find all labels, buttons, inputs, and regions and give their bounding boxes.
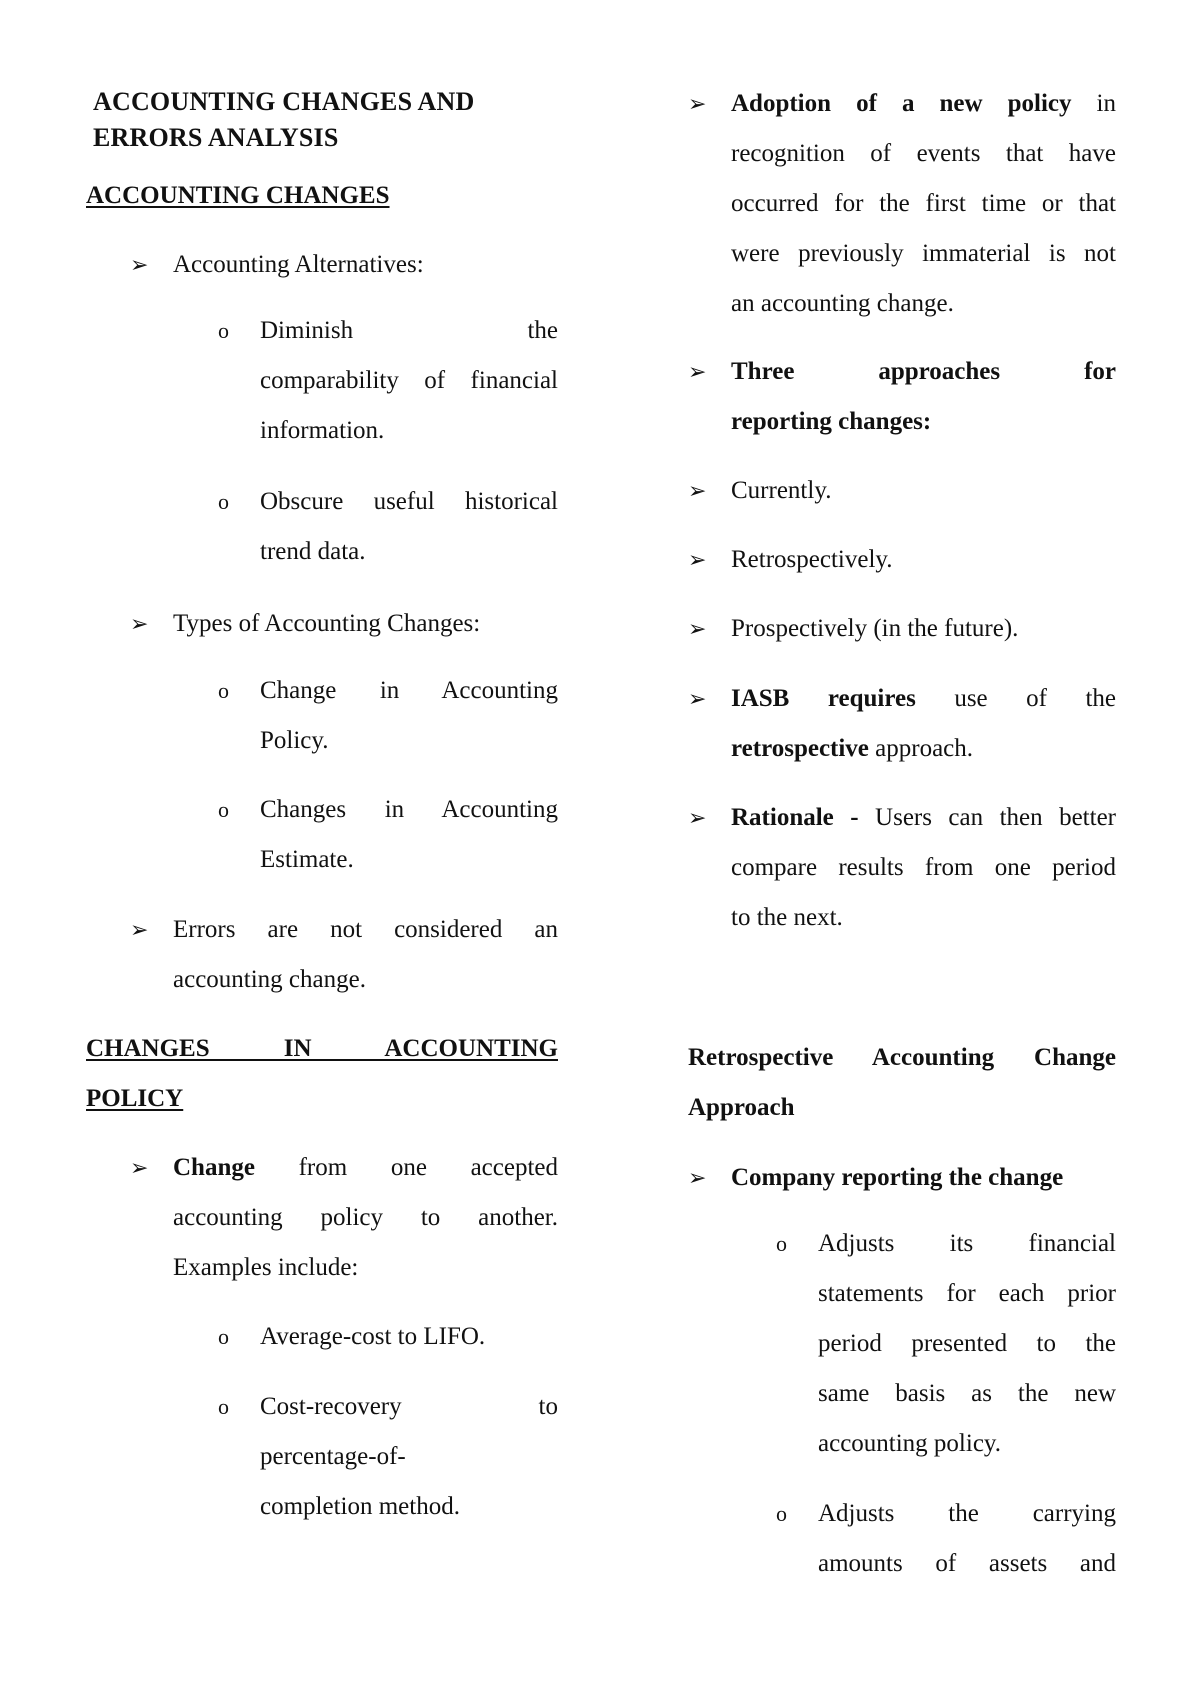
text-line: Examples include:: [173, 1254, 359, 1281]
bold-term: Adoption of a new policy: [731, 90, 1072, 117]
text-line: Changes in Accounting: [260, 796, 558, 823]
text-line: reporting changes:: [731, 408, 932, 435]
circle-bullet-icon: o: [776, 1501, 787, 1526]
text-line: statements for each prior: [818, 1280, 1116, 1307]
arrow-bullet-icon: ➢: [688, 91, 707, 116]
text-line: [731, 793, 1116, 843]
circle-bullet-icon: o: [776, 1231, 787, 1256]
text-line: amounts of assets and: [818, 1550, 1116, 1577]
text-line: Obscure useful historical: [260, 488, 558, 515]
text-line: Policy.: [260, 727, 329, 754]
text-line: Adjusts the carrying: [818, 1500, 1116, 1527]
text-line: comparability of financial: [260, 367, 558, 394]
text-line: an accounting change.: [731, 290, 954, 317]
arrow-bullet-icon: ➢: [688, 686, 707, 711]
sub-bullet-change-policy: [260, 666, 558, 766]
arrow-bullet-icon: ➢: [130, 252, 149, 277]
circle-bullet-icon: o: [218, 1394, 229, 1419]
section-heading-changes-in-policy: [86, 1024, 558, 1124]
bullet-change-policy: [173, 1143, 558, 1293]
title-line-1: ACCOUNTING CHANGES AND: [93, 87, 475, 116]
text-line: accounting policy to another.: [173, 1204, 558, 1231]
text-line: Estimate.: [260, 846, 354, 873]
text-fragment: from one accepted: [298, 1154, 558, 1181]
bullet-iasb-requires: [731, 674, 1116, 774]
bullet-adoption-new-policy: [731, 79, 1116, 329]
sub-bullet-adjusts-carrying-amounts: [818, 1489, 1116, 1589]
text-fragment: Users can then better: [875, 804, 1116, 831]
bullet-company-reporting: Company reporting the change: [731, 1164, 1064, 1191]
text-line: Adjusts its financial: [818, 1230, 1116, 1257]
sub-bullet-adjusts-statements: [818, 1219, 1116, 1469]
heading-line: POLICY: [86, 1085, 184, 1112]
arrow-bullet-icon: ➢: [130, 611, 149, 636]
text-line: [731, 79, 1116, 129]
text-line: Three approaches for: [731, 358, 1116, 385]
sub-bullet-average-cost: Average-cost to LIFO.: [260, 1323, 486, 1350]
arrow-bullet-icon: ➢: [688, 547, 707, 572]
arrow-bullet-icon: ➢: [130, 917, 149, 942]
bold-term: Change: [173, 1154, 255, 1181]
circle-bullet-icon: o: [218, 1324, 229, 1349]
text-line: percentage-of-: [260, 1443, 406, 1470]
bullet-rationale: [731, 793, 1116, 943]
text-line: occurred for the first time or that: [731, 190, 1116, 217]
bullet-prospectively: Prospectively (in the future).: [731, 615, 1019, 642]
text-line: compare results from one period: [731, 854, 1116, 881]
heading-line: CHANGES IN ACCOUNTING: [86, 1035, 558, 1062]
bullet-retrospectively: Retrospectively.: [731, 546, 893, 573]
arrow-bullet-icon: ➢: [688, 359, 707, 384]
title-line-2: ERRORS ANALYSIS: [93, 123, 339, 152]
section-heading-accounting-changes: ACCOUNTING CHANGES: [86, 182, 390, 209]
bullet-errors: [173, 905, 558, 1005]
document-title: [93, 84, 474, 156]
text-line: were previously immaterial is not: [731, 240, 1116, 267]
bold-term: retrospective: [731, 735, 869, 762]
heading-line: Approach: [688, 1094, 795, 1121]
text-line: [173, 1143, 558, 1193]
text-fragment: approach.: [875, 735, 974, 762]
arrow-bullet-icon: ➢: [688, 478, 707, 503]
section-heading-retrospective-approach: [688, 1033, 1116, 1133]
text-line: Errors are not considered an: [173, 916, 558, 943]
arrow-bullet-icon: ➢: [130, 1155, 149, 1180]
text-line: Change in Accounting: [260, 677, 558, 704]
text-line: [731, 674, 1116, 724]
text-line: completion method.: [260, 1493, 460, 1520]
bullet-currently: Currently.: [731, 477, 832, 504]
text-line: same basis as the new: [818, 1380, 1116, 1407]
text-line: period presented to the: [818, 1330, 1116, 1357]
circle-bullet-icon: o: [218, 678, 229, 703]
arrow-bullet-icon: ➢: [688, 1165, 707, 1190]
text-line: to the next.: [731, 904, 843, 931]
bullet-types-of-changes: Types of Accounting Changes:: [173, 610, 481, 637]
text-fragment: use of the: [954, 685, 1117, 712]
arrow-bullet-icon: ➢: [688, 616, 707, 641]
heading-line: Retrospective Accounting Change: [688, 1044, 1116, 1071]
text-fragment: in: [1096, 90, 1116, 117]
sub-bullet-diminish: [260, 306, 558, 456]
arrow-bullet-icon: ➢: [688, 805, 707, 830]
circle-bullet-icon: o: [218, 797, 229, 822]
text-line: Diminish the: [260, 317, 558, 344]
text-line: recognition of events that have: [731, 140, 1116, 167]
sub-bullet-cost-recovery: [260, 1382, 558, 1532]
sub-bullet-change-estimate: [260, 785, 558, 885]
text-line: [731, 724, 1116, 774]
bullet-three-approaches: [731, 347, 1116, 447]
bold-term: Rationale -: [731, 804, 859, 831]
bullet-accounting-alternatives: Accounting Alternatives:: [173, 251, 424, 278]
text-line: information.: [260, 417, 385, 444]
text-line: accounting policy.: [818, 1430, 1002, 1457]
circle-bullet-icon: o: [218, 489, 229, 514]
text-line: accounting change.: [173, 966, 366, 993]
bold-term: IASB requires: [731, 685, 916, 712]
sub-bullet-obscure: [260, 477, 558, 577]
text-line: trend data.: [260, 538, 366, 565]
circle-bullet-icon: o: [218, 318, 229, 343]
text-line: Cost-recovery to: [260, 1393, 558, 1420]
